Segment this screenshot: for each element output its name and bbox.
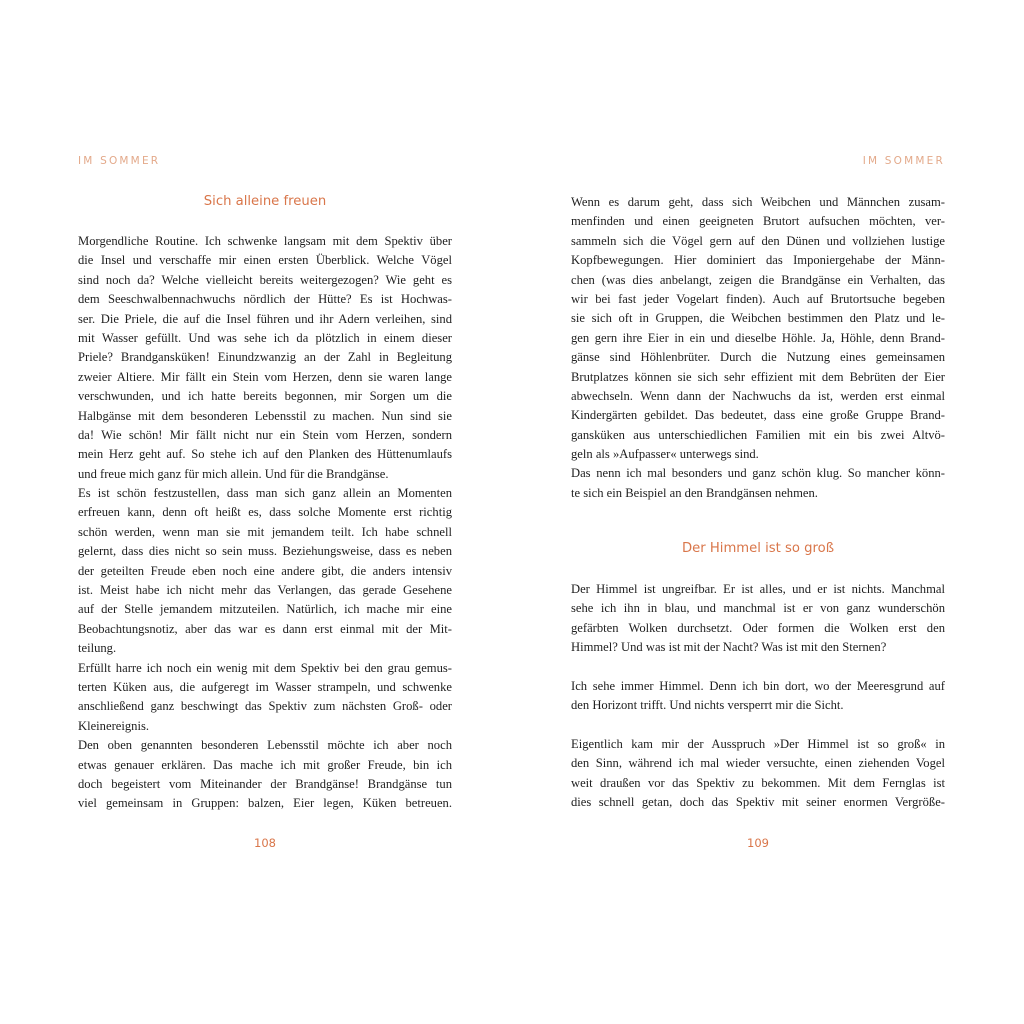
text-line: Brutplatzes können sie sich sehr effizient mit dem Bebrüten der Eier xyxy=(571,369,945,384)
text-line: gefärbten Wolken durchsetzt. Oder formen die Wolken erst den xyxy=(571,620,945,635)
text-line: Ich sehe immer Himmel. Denn ich bin dort, wo der Meeresgrund auf xyxy=(571,679,945,693)
body-text xyxy=(571,193,945,503)
text-line: verschwunden, und ich hatte bereits begonnen, mir Sorgen um die xyxy=(78,389,452,404)
text-line: chen (was dies anbelangt, zeigen die Brandgänse ein Verhalten, das xyxy=(571,272,945,287)
text-line: ser. Die Priele, die auf die Insel führen und ihr Adern verleihen, sind xyxy=(78,311,452,326)
text-line: Es ist schön festzustellen, dass man sich ganz allein an Momenten xyxy=(78,486,452,501)
text-line: sind noch da? Welche vielleicht bereits weitergezogen? Wie geht es xyxy=(78,272,452,287)
text-line: sammeln sich die Vögel gern auf den Dünen und vollziehen lustige xyxy=(571,233,945,248)
text-line: wir bei fast jeder Vogelart finden). Auch auf Brutortsuche begeben xyxy=(571,291,945,306)
text-line: gänse sind Höhlenbrüter. Durch die Nutzung eines gemeinsamen xyxy=(571,350,945,365)
text-line: Kindergärten gebildet. Das bedeutet, dass eine große Gruppe Brand- xyxy=(571,408,945,423)
text-line: der geteilten Freude eben noch eine andere gibt, die anders intensiv xyxy=(78,563,452,578)
text-line: terten Küken aus, die aufgeregt im Wasser strampeln, und schwenke xyxy=(78,679,452,694)
text-line: den Sinn, während ich mal wieder versuchte, einen ziehenden Vogel xyxy=(571,756,945,771)
text-line: Priele? Brandgansküken! Einundzwanzig an der Zahl in Begleitung xyxy=(78,350,452,365)
text-line: zweier Altiere. Mir fällt ein Stein vom Herzen, denn sie waren lange xyxy=(78,369,452,384)
text-line: viel gemeinsam in Gruppen: balzen, Eier legen, Küken betreuen. xyxy=(78,796,452,811)
text-line: dies schnell getan, doch das Spektiv mit seiner enormen Vergröße- xyxy=(571,795,945,810)
text-line: doch begeistert vom Miteinander der Brandgänse! Brandgänse tun xyxy=(78,776,452,791)
text-line: abwechseln. Wenn dann der Nachwuchs da ist, werden erst einmal xyxy=(571,388,945,403)
paragraph xyxy=(571,735,945,813)
paragraph xyxy=(571,677,945,716)
text-line: gelernt, dass dies nicht so sein muss. Beziehungsweise, dass es neben xyxy=(78,544,452,559)
text-line: Der Himmel ist ungreifbar. Er ist alles, und er ist nichts. Manchmal xyxy=(571,582,945,596)
text-line: Morgendliche Routine. Ich schwenke langsam mit dem Spektiv über xyxy=(78,234,452,248)
text-line: Eigentlich kam mir der Ausspruch »Der Himmel ist so groß« in xyxy=(571,737,945,751)
page-number: 109 xyxy=(747,836,769,850)
text-line: den Horizont trifft. Und nichts versperrt mir die Sicht. xyxy=(571,698,844,713)
section-title: Der Himmel ist so groß xyxy=(681,541,835,556)
text-line: mein Herz geht auf. So stehe ich auf den Planken des Hüttenumlaufs xyxy=(78,447,452,462)
text-line: Den oben genannten besonderen Lebensstil möchte ich aber noch xyxy=(78,738,452,753)
text-line: Kleinereignis. xyxy=(78,718,149,733)
text-line: gansküken aus unterschiedlichen Familien mit ein bis zwei Altvö- xyxy=(571,427,945,442)
text-line: auf der Stelle jemandem mitzuteilen. Natürlich, ich mache mir eine xyxy=(78,602,452,617)
text-line: Wenn es darum geht, dass sich Weibchen und Männchen zusam- xyxy=(571,195,945,209)
text-line: schön werden, wenn man sie mit jemandem teilt. Ich habe schnell xyxy=(78,524,452,539)
page-number: 108 xyxy=(254,836,276,850)
right-page xyxy=(571,0,945,1024)
text-line: mit Wasser gefüllt. Und was sehe ich da plötzlich in einem dieser xyxy=(78,330,452,345)
text-line: anschließend ganz beschwingt das Spektiv zum nächsten Groß- oder xyxy=(78,699,452,714)
text-line: gen gern ihre Eier in ein und dieselbe Höhle. Ja, Höhle, denn Brand- xyxy=(571,330,945,345)
text-line: geln als »Aufpasser« unterwegs sind. xyxy=(571,447,759,462)
text-line: dem Seeschwalbennachwuchs nördlich der Hütte? Es ist Hochwas- xyxy=(78,292,452,307)
text-line: etwas genauer erklären. Das mache ich mit großer Freude, bin ich xyxy=(78,757,452,772)
text-line: te sich ein Beispiel an den Brandgänsen nehmen. xyxy=(571,485,818,500)
text-line: Das nenn ich mal besonders und ganz schön klug. So mancher könn- xyxy=(571,466,945,481)
text-line: weit draußen vor das Spektiv zu bekommen. Mit dem Fernglas ist xyxy=(571,775,945,790)
text-line: Beobachtungsnotiz, aber das war es dann erst einmal mit der Mit- xyxy=(78,621,452,636)
text-line: teilung. xyxy=(78,641,117,656)
section-title: Sich alleine freuen xyxy=(203,194,327,209)
text-line: Himmel? Und was ist mit der Nacht? Was ist mit den Sternen? xyxy=(571,640,887,655)
text-line: Erfüllt harre ich noch ein wenig mit dem Spektiv bei den grau gemus- xyxy=(78,660,452,675)
text-line: ist. Meist habe ich nicht mehr das Verlangen, das gerade Gesehene xyxy=(78,583,452,598)
running-head: IM SOMMER xyxy=(862,155,945,167)
text-line: die Insel und verschaffe mir einen ersten Überblick. Welche Vögel xyxy=(78,253,452,268)
text-line: und freue mich ganz für mich allein. Und für die Brandgänse. xyxy=(78,466,389,481)
text-line: Halbgänse mit dem besonderen Lebensstil zu machen. Nun sind sie xyxy=(78,408,452,423)
text-line: Kopfbewegungen. Hier dominiert das Imponiergehabe der Männ- xyxy=(571,253,945,268)
text-line: menfinden und einen geeigneten Brutort aufsuchen möchten, ver- xyxy=(571,214,945,229)
body-text xyxy=(78,232,452,814)
text-line: erfreuen kann, denn oft heißt es, dass solche Momente erst richtig xyxy=(78,505,452,520)
left-page xyxy=(78,0,452,1024)
paragraph xyxy=(571,580,945,658)
text-line: sie sich oft in Gruppen, die Weibchen bestimmen den Platz und le- xyxy=(571,311,945,326)
text-line: sehe ich ihn in blau, und manchmal ist er von ganz wunderschön xyxy=(571,601,945,616)
text-line: da! Wie schön! Mir fällt nicht nur ein Stein vom Herzen, sondern xyxy=(78,427,452,442)
running-head: IM SOMMER xyxy=(78,155,161,167)
